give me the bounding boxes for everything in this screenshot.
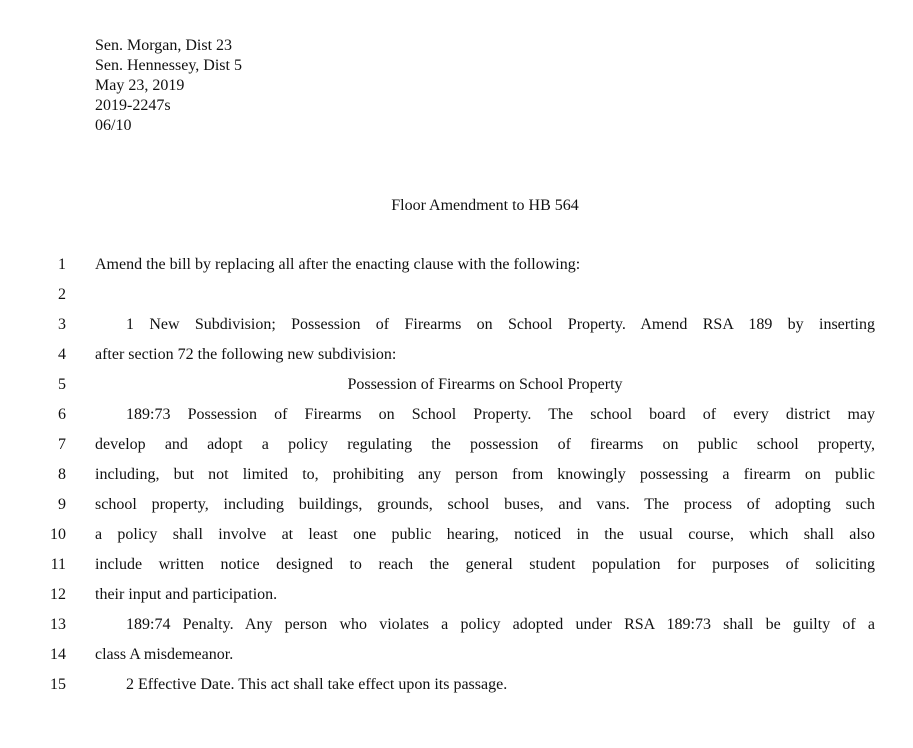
line-number: 9 xyxy=(58,496,66,513)
amendment-body xyxy=(0,255,913,705)
document-code: 06/10 xyxy=(95,117,132,134)
numbered-line xyxy=(0,555,913,585)
numbered-line xyxy=(0,495,913,525)
numbered-line xyxy=(0,285,913,315)
sponsor-line-2: Sen. Hennessey, Dist 5 xyxy=(95,57,242,74)
numbered-line xyxy=(0,615,913,645)
document-title: Floor Amendment to HB 564 xyxy=(391,197,579,214)
line-number: 11 xyxy=(50,556,66,573)
line-text: a policy shall involve at least one public hearing, noticed in the usual course, which shall also xyxy=(95,526,875,543)
line-text: their input and participation. xyxy=(95,586,278,603)
line-text: include written notice designed to reach the general student population for purposes of soliciting xyxy=(95,556,875,573)
document-id: 2019-2247s xyxy=(95,97,171,114)
amendment-header xyxy=(95,36,242,136)
line-number: 2 xyxy=(58,286,66,303)
line-number: 8 xyxy=(58,466,66,483)
numbered-line xyxy=(0,255,913,285)
line-text: school property, including buildings, grounds, school buses, and vans. The process of adopting such xyxy=(95,496,875,513)
line-text: 189:74 Penalty. Any person who violates a policy adopted under RSA 189:73 shall be guilty of a xyxy=(126,616,875,633)
line-number: 12 xyxy=(50,586,66,603)
line-number: 5 xyxy=(58,376,66,393)
numbered-line xyxy=(0,585,913,615)
line-number: 4 xyxy=(58,346,66,363)
amendment-date: May 23, 2019 xyxy=(95,77,185,94)
line-text: develop and adopt a policy regulating the possession of firearms on public school property, xyxy=(95,436,875,453)
numbered-line xyxy=(0,405,913,435)
sponsor-line-1: Sen. Morgan, Dist 23 xyxy=(95,37,233,54)
numbered-line xyxy=(0,315,913,345)
line-text: including, but not limited to, prohibiting any person from knowingly possessing a firearm on public xyxy=(95,466,875,483)
line-number: 13 xyxy=(50,616,66,633)
numbered-line xyxy=(0,375,913,405)
line-text: 1 New Subdivision; Possession of Firearms on School Property. Amend RSA 189 by inserting xyxy=(126,316,875,333)
line-text: 189:73 Possession of Firearms on School Property. The school board of every district may xyxy=(126,406,875,423)
line-text: Amend the bill by replacing all after the enacting clause with the following: xyxy=(95,256,581,273)
line-number: 6 xyxy=(58,406,66,423)
numbered-line xyxy=(0,525,913,555)
numbered-line xyxy=(0,465,913,495)
numbered-line xyxy=(0,435,913,465)
line-number: 14 xyxy=(50,646,66,663)
line-number: 15 xyxy=(50,676,66,693)
line-text: 2 Effective Date. This act shall take effect upon its passage. xyxy=(126,676,508,693)
subdivision-heading: Possession of Firearms on School Property xyxy=(347,376,623,393)
numbered-line xyxy=(0,645,913,675)
numbered-line xyxy=(0,345,913,375)
line-text: class A misdemeanor. xyxy=(95,646,234,663)
line-number: 7 xyxy=(58,436,66,453)
numbered-line xyxy=(0,675,913,705)
line-number: 1 xyxy=(58,256,66,273)
line-number: 3 xyxy=(58,316,66,333)
line-number: 10 xyxy=(50,526,66,543)
line-text: after section 72 the following new subdivision: xyxy=(95,346,397,363)
